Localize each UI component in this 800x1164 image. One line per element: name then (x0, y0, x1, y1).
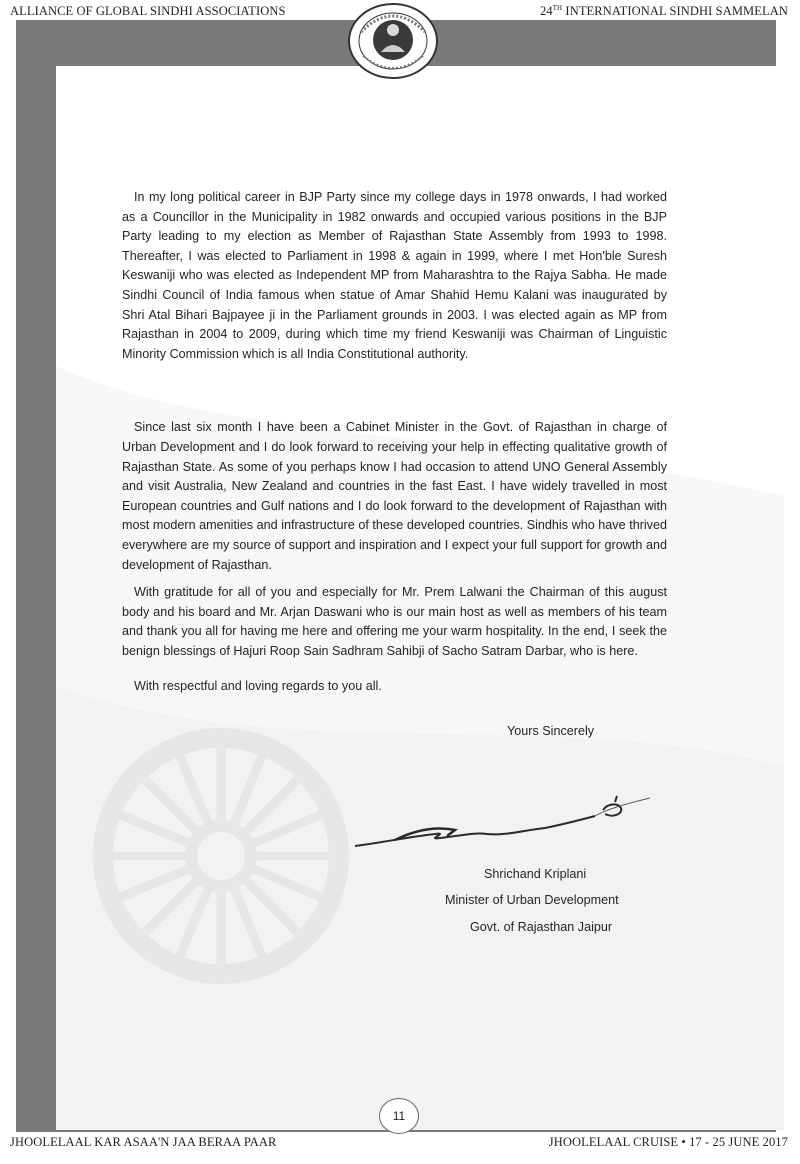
handwritten-signature-icon (355, 780, 655, 860)
letter-paragraph: With respectful and loving regards to you all. (134, 679, 382, 694)
footer-left-title: JHOOLELAAL KAR ASAA'N JAA BERAA PAAR (10, 1135, 277, 1149)
signatory-title: Minister of Urban Development (445, 893, 619, 907)
signatory-name: Shrichand Kriplani (484, 867, 587, 881)
header-right-title: 24TH INTERNATIONAL SINDHI SAMMELAN (539, 4, 788, 18)
header-left-title: ALLIANCE OF GLOBAL SINDHI ASSOCIATIONS (10, 4, 286, 18)
association-seal-icon (347, 2, 439, 80)
letter-body (122, 188, 667, 697)
letter-paragraph: In my long political career in BJP Party since my college days in 1978 onwards, I had worked as a Councillor in the Municipality in 1982 onwards and occupied various positions in the BJP Party leading to my election as Member of Rajasthan State Assembly from 1993 to 1998. Thereafter, I was elected to Parliament in 1998 & again in 1999, where I met Hon'ble Suresh Keswaniji who was elected as Independent MP from Maharashtra to the Rajya Sabha. He made Sindhi Council of India famous when statue of Amar Shahid Hemu Kalani was inaugurated by Shri Atal Bihari Bajpayee ji in the Parliament grounds in 2003. I was elected again as MP from Rajasthan in 2004 to 2009, during which time my friend Keswaniji was Chairman of Linguistic Minority Commission which is all India Constitutional authority. (122, 190, 667, 361)
letter-paragraph: Since last six month I have been a Cabinet Minister in the Govt. of Rajasthan in charge of Urban Development and I do look forward to receiving your help in effecting qualitative growth of Rajasthan State. As some of you perhaps know I had occasion to attend UNO General Assembly and visit Australia, New Zealand and countries in the fast East. I have widely travelled in most European countries and Gulf nations and I do look forward to the development of Rajasthan with most modern amenities and infrastructure of these developed countries. Sindhis who have thrived everywhere are my source of support and inspiration and I expect your full support for growth and development of Rajasthan. (122, 420, 667, 572)
signatory-office: Govt. of Rajasthan Jaipur (470, 920, 613, 934)
closing-salutation: Yours Sincerely (507, 724, 595, 738)
footer-right-title: JHOOLELAAL CRUISE • 17 - 25 JUNE 2017 (548, 1135, 788, 1149)
page-number-badge (379, 1098, 419, 1134)
page-number: 11 (392, 1109, 406, 1123)
letter-paragraph: With gratitude for all of you and especially for Mr. Prem Lalwani the Chairman of this august body and his board and Mr. Arjan Daswani who is our main host as well as members of his team and thank you all for having me here and offering me your warm hospitality. In the end, I seek the benign blessings of Hajuri Roop Sain Sadhram Sahibji of Sacho Satram Darbar, who is here. (122, 585, 667, 658)
